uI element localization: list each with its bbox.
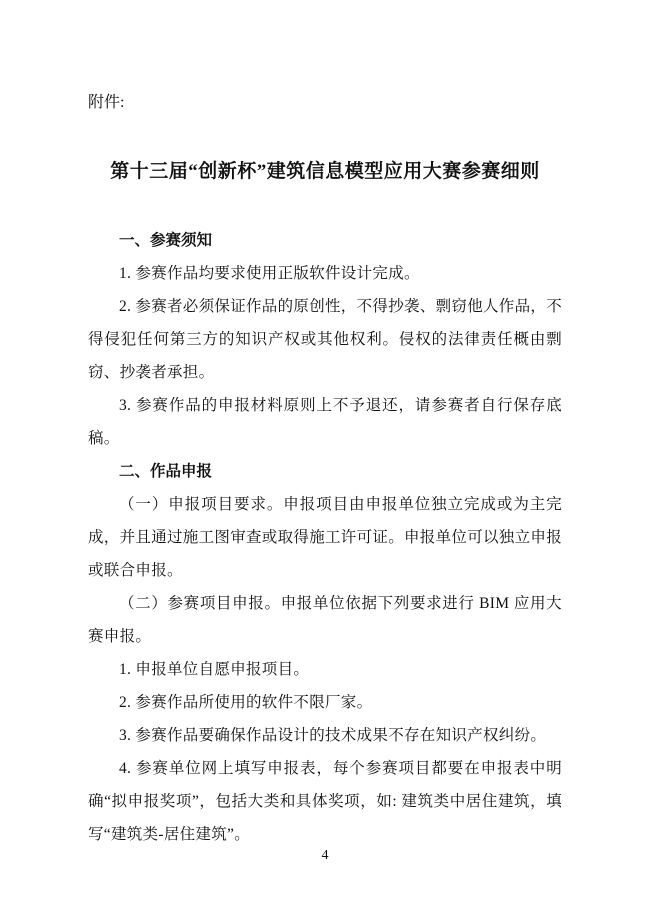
paragraph: 1. 参赛作品均要求使用正版软件设计完成。 [119,264,420,282]
paragraph: 3. 参赛作品要确保作品设计的技术成果不存在知识产权纠纷。 [119,726,547,744]
paragraph: 2. 参赛者必须保证作品的原创性，不得抄袭、剽窃他人作品，不得侵犯任何第三方的知识产权或其他权利。侵权的法律责任概由剽窃、抄袭者承担。 [88,297,563,381]
attachment-label: 附件: [88,94,125,111]
section-heading-1: 一、参赛须知 [119,231,213,249]
page-number: 4 [321,848,329,863]
document-body [88,224,562,851]
paragraph: （二）参赛项目申报。申报单位依据下列要求进行 BIM 应用大赛申报。 [88,594,562,645]
paragraph: 3. 参赛作品的申报材料原则上不予退还，请参赛者自行保存底稿。 [88,396,562,447]
section-heading-2: 二、作品申报 [119,462,213,480]
paragraph: （一）申报项目要求。申报项目由申报单位独立完成或为主完成，并且通过施工图审查或取得施工许可证。申报单位可以独立申报或联合申报。 [88,495,563,579]
paragraph: 2. 参赛作品所使用的软件不限厂家。 [119,693,373,711]
paragraph: 4. 参赛单位网上填写申报表，每个参赛项目都要在申报表中明确“拟申报奖项”，包括大类和具体奖项，如: 建筑类中居住建筑，填写“建筑类-居住建筑”。 [88,759,562,843]
paragraph: 1. 申报单位自愿申报项目。 [119,660,310,678]
document-title: 第十三届“创新杯”建筑信息模型应用大赛参赛细则 [110,161,540,182]
